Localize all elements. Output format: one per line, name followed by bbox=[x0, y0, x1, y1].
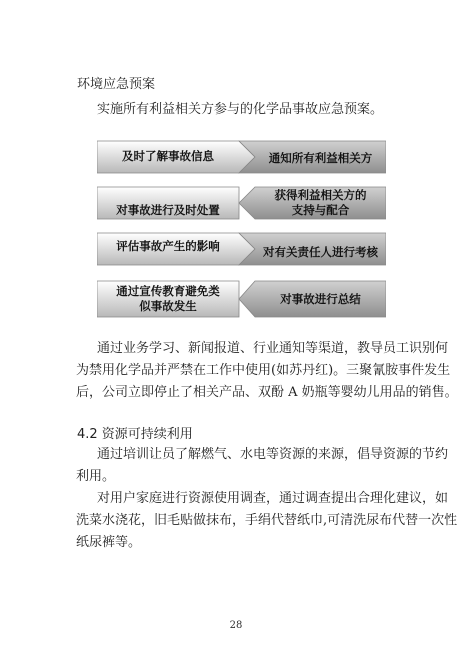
flow-step-right: 通知所有利益相关方 bbox=[268, 151, 373, 165]
paragraph-line: 为禁用化学品并严禁在工作中使用(如苏丹红)。三聚氰胺事件发生 bbox=[76, 363, 451, 378]
flow-band-3 bbox=[97, 231, 386, 267]
flow-step-right: 对事故进行总结 bbox=[280, 292, 361, 306]
flow-step-left-line2: 似事故发生 bbox=[139, 299, 197, 313]
paragraph-line: 通过培训让员了解燃气、水电等资源的来源，倡导资源的节约 bbox=[97, 447, 449, 462]
flow-band-2 bbox=[97, 185, 386, 221]
flow-step-right-line2: 支持与配合 bbox=[291, 203, 350, 217]
flow-band-1 bbox=[97, 139, 386, 175]
section-heading-emergency: 环境应急预案 bbox=[77, 77, 156, 92]
flow-step-left-line1: 通过宣传教育避免类 bbox=[116, 284, 220, 298]
paragraph-resource-training bbox=[76, 444, 448, 488]
flow-step-right: 对有关责任人进行考核 bbox=[263, 245, 378, 259]
paragraph-line: 利用。 bbox=[76, 469, 116, 484]
paragraph-line: 对用户家庭进行资源使用调查，通过调查提出合理化建议，如 bbox=[97, 491, 449, 506]
flow-step-left: 对事故进行及时处置 bbox=[116, 203, 220, 217]
section-heading-resources: 4.2 资源可持续利用 bbox=[77, 427, 193, 442]
paragraph-line: 通过业务学习、新闻报道、行业通知等渠道，教导员工识别何 bbox=[97, 341, 449, 356]
section-intro: 实施所有利益相关方参与的化学品事故应急预案。 bbox=[97, 102, 384, 117]
paragraph-line: 洗菜水浇花，旧毛贴做抹布，手绢代替纸巾,可清洗尿布代替一次性 bbox=[76, 513, 458, 528]
page-number: 28 bbox=[229, 620, 243, 631]
paragraph-household-survey bbox=[76, 488, 457, 554]
flow-step-left: 评估事故产生的影响 bbox=[116, 239, 220, 253]
flow-band-4 bbox=[97, 279, 386, 315]
paragraph-prohibited-chemicals bbox=[76, 338, 458, 404]
paragraph-line: 纸尿裤等。 bbox=[76, 535, 142, 550]
flow-step-right-line1: 获得利益相关方的 bbox=[274, 188, 367, 202]
paragraph-line: 后，公司立即停止了相关产品、双酚 A 奶瓶等婴幼儿用品的销售。 bbox=[76, 385, 458, 400]
flow-step-left: 及时了解事故信息 bbox=[122, 149, 214, 163]
emergency-flowchart bbox=[97, 139, 386, 321]
